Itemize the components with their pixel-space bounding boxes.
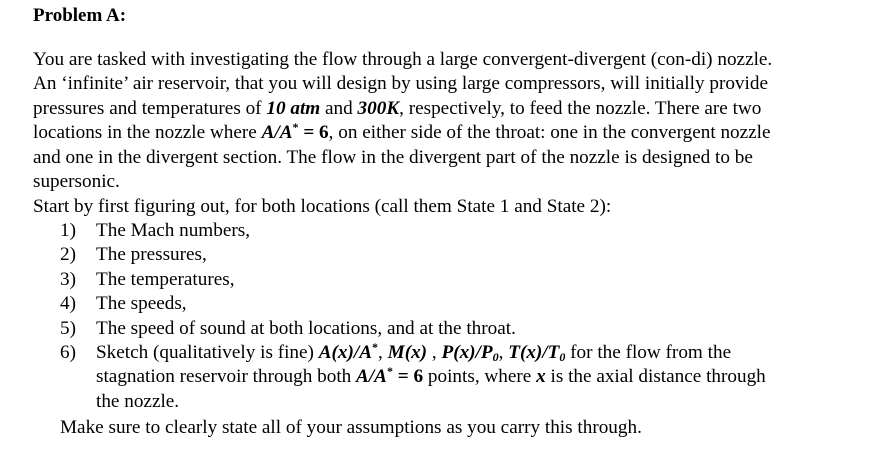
list-item: 2) The pressures, [60, 244, 207, 266]
list-intro: Start by first figuring out, for both locations (call them State 1 and State 2): [33, 196, 612, 217]
paragraph-line: locations in the nozzle where A/A* = 6, on either side of the throat: one in the convergent nozzle [33, 120, 771, 144]
list-item: 5) The speed of sound at both locations, and at the throat. [60, 317, 516, 339]
paragraph-line: supersonic. [33, 171, 120, 193]
list-item: 1) The Mach numbers, [60, 220, 250, 241]
pressure-value: 10 atm [266, 97, 321, 119]
paragraph-line: and one in the divergent section. The flow in the divergent part of the nozzle is designed to be [33, 146, 753, 168]
problem-title: Problem A: [33, 5, 127, 26]
list-item: 4) The speeds, [60, 293, 187, 315]
task-list [60, 219, 766, 414]
paragraph-line: You are tasked with investigating the flow through a large convergent-divergent (con-di) nozzle. [33, 49, 773, 70]
problem-paragraph [33, 48, 863, 194]
closing-instruction: Make sure to clearly state all of your assumptions as you carry this through. [60, 417, 642, 438]
list-item: 3) The temperatures, [60, 268, 235, 290]
paragraph-line: An ‘infinite’ air reservoir, that you will design by using large compressors, will initially provide [33, 73, 768, 95]
temperature-value: 300K [357, 97, 400, 119]
area-ratio: A/A [261, 122, 293, 144]
paragraph-line: pressures and temperatures of 10 atm and 300K, respectively, to feed the nozzle. There are two [33, 97, 762, 119]
list-item-sketch: 6) Sketch (qualitatively is fine) A(x)/A*, M(x) , $P(x)/P_0$, $T(x)/T_0$ for the flow from the stagnation reservoir through both A/A* = 6 points, where x is the axial distance through the nozzle. [60, 340, 766, 412]
